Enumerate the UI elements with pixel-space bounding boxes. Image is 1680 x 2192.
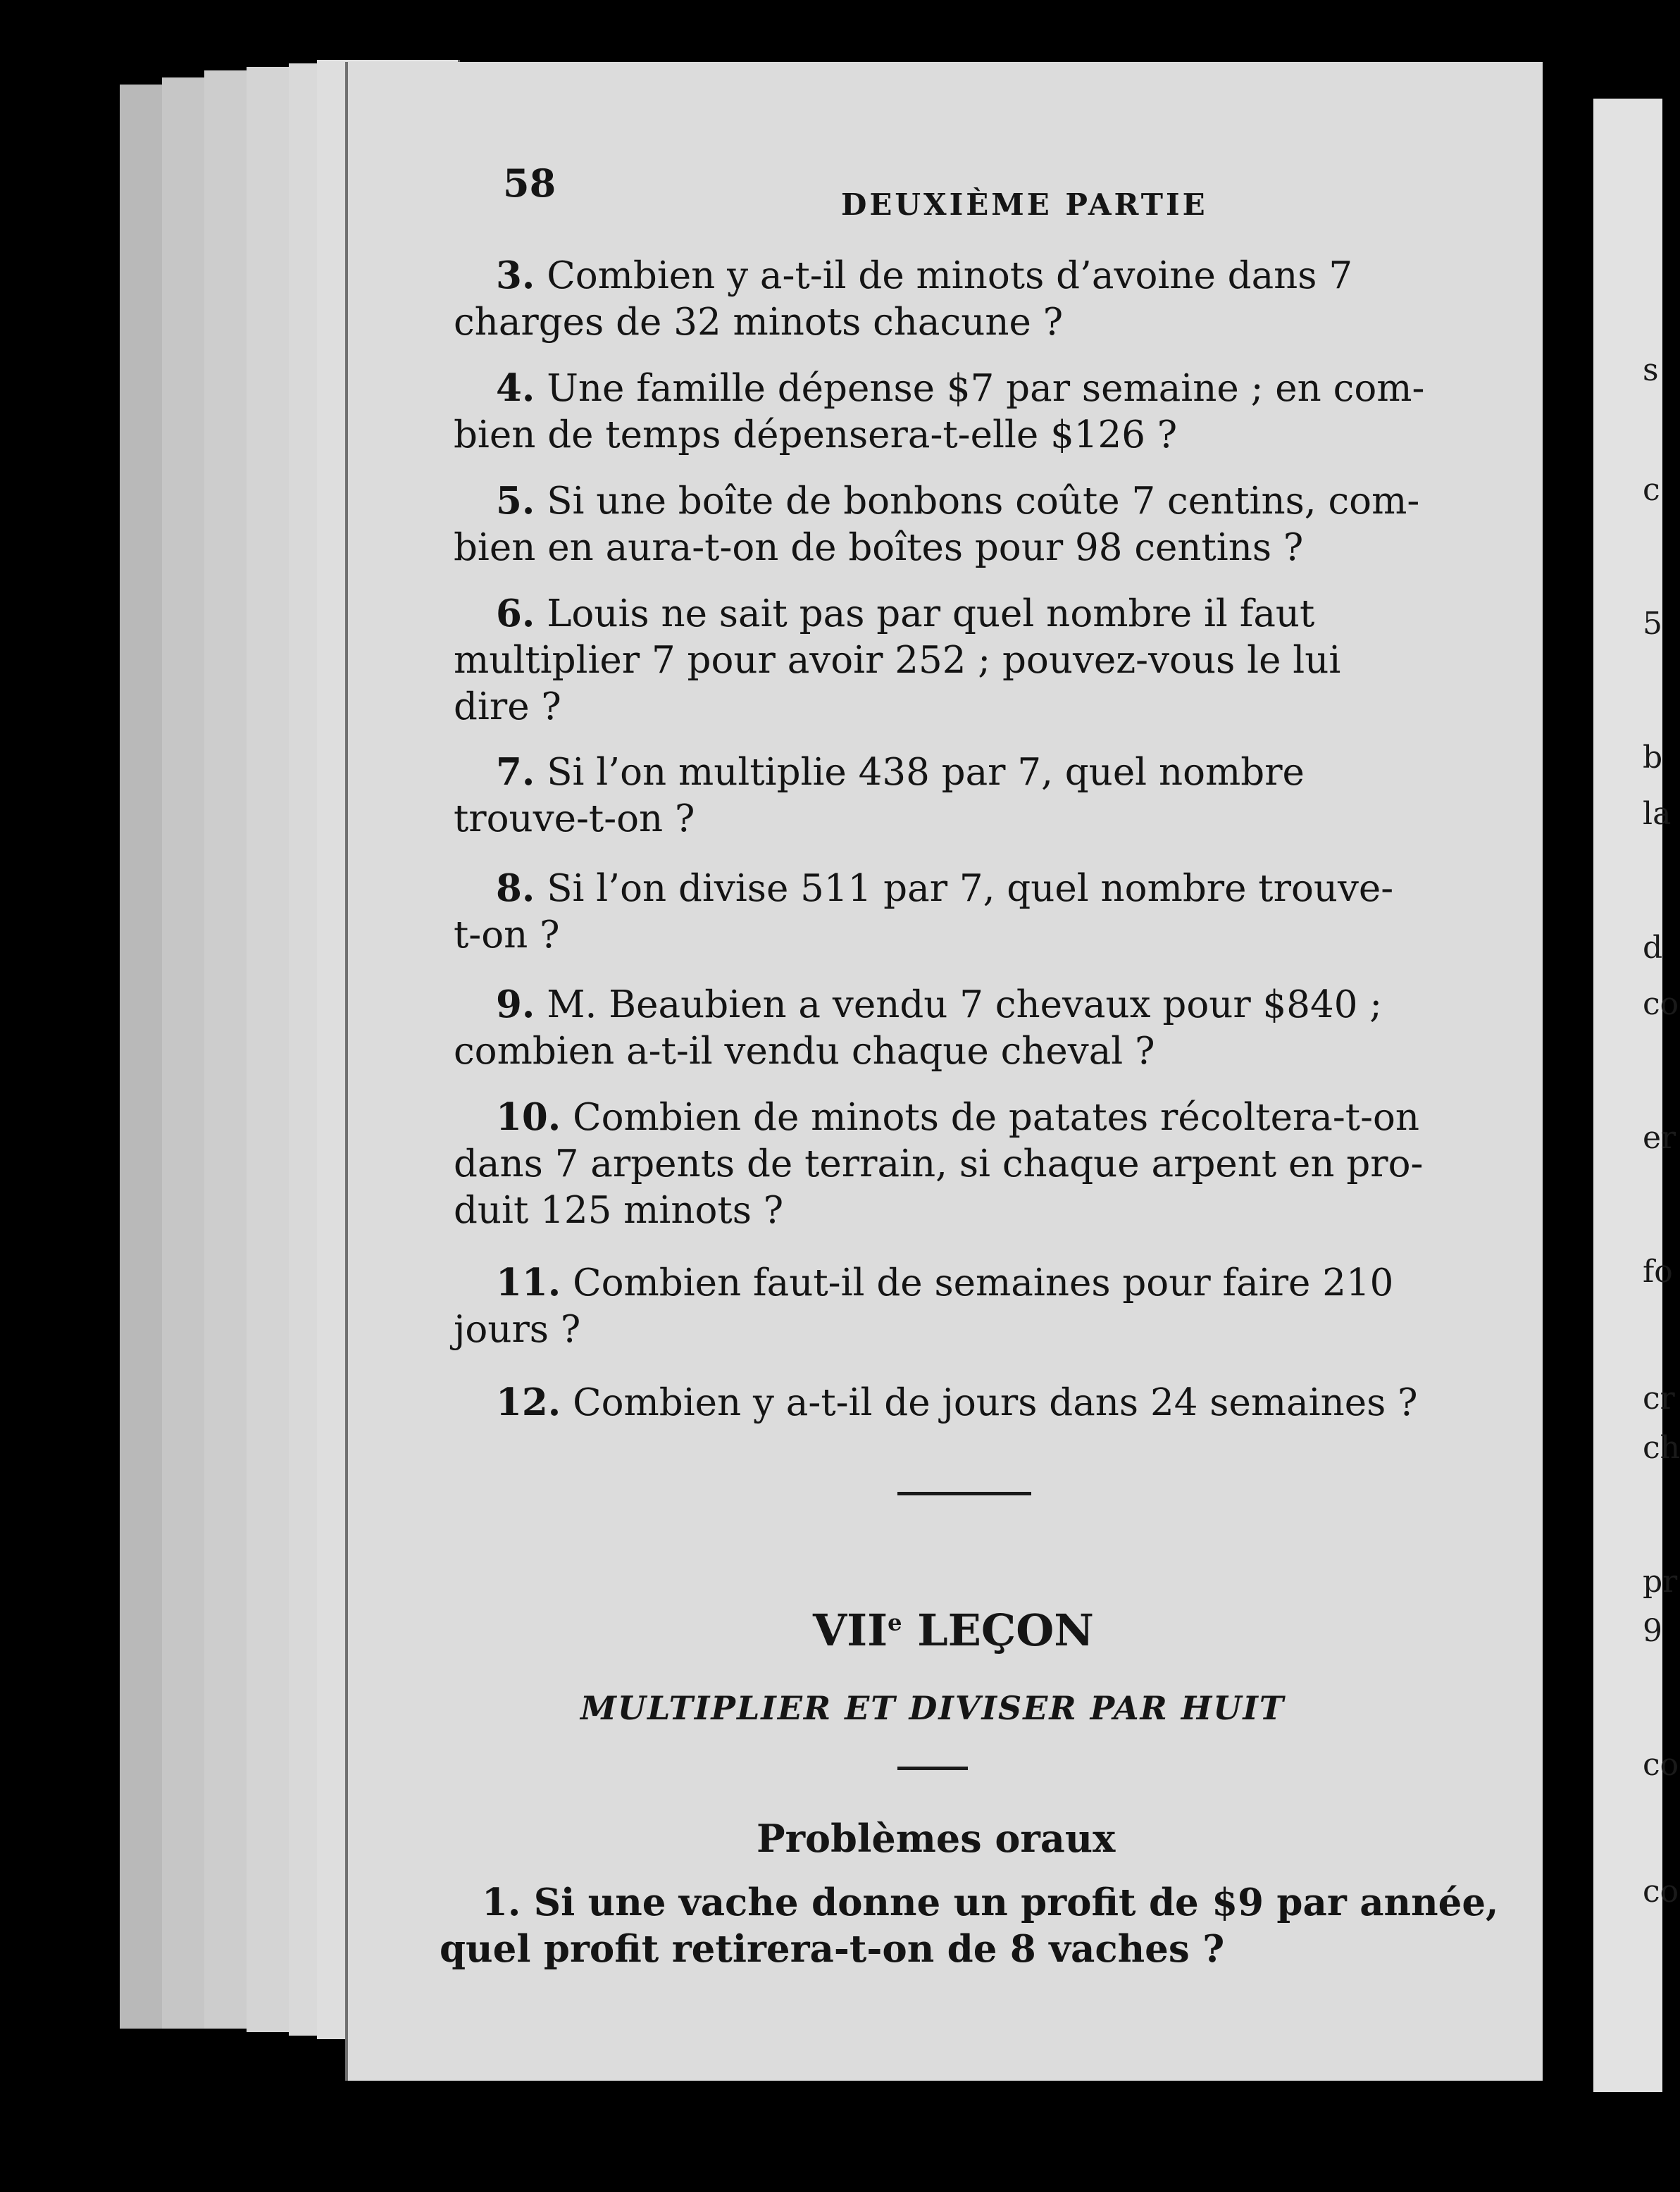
problem-text-line: Si une vache donne un profit de $9 par année,	[533, 1881, 1499, 1924]
problem-text-line: jours ?	[454, 1308, 581, 1351]
problem-item	[454, 981, 1482, 1075]
problem-number: 4.	[496, 366, 535, 410]
problem-text-line: combien a-t-il vendu chaque cheval ?	[454, 1030, 1155, 1073]
lesson-sup: e	[888, 1609, 902, 1636]
problem-number: 1.	[482, 1881, 521, 1924]
problem-item	[454, 1094, 1482, 1234]
problem-item	[454, 1379, 1482, 1426]
problem-text-line: dans 7 arpents de terrain, si chaque arpent en pro-	[454, 1142, 1424, 1185]
running-title: DEUXIÈME PARTIE	[841, 187, 1208, 222]
problem-item	[454, 749, 1482, 842]
facing-fragment: c	[1643, 472, 1660, 508]
problem-text-line: t-on ?	[454, 914, 560, 957]
problem-number: 10.	[496, 1095, 561, 1139]
problem-text-line: Si l’on multiplie 438 par 7, quel nombre	[547, 751, 1305, 794]
facing-fragment: cr	[1643, 1381, 1675, 1416]
facing-fragment: 9	[1643, 1613, 1662, 1649]
problem-item	[454, 365, 1482, 459]
problem-text-line: trouve-t-on ?	[454, 797, 695, 840]
lesson-roman: VII	[813, 1605, 888, 1656]
problem-text-line: Combien y a-t-il de jours dans 24 semaines ?	[573, 1381, 1418, 1424]
problem-number: 3.	[496, 254, 535, 297]
lesson-word: LEÇON	[917, 1605, 1094, 1656]
facing-fragment: 5	[1643, 606, 1662, 642]
section-divider	[897, 1492, 1031, 1495]
problem-item	[454, 252, 1482, 346]
facing-fragment: la	[1643, 796, 1672, 832]
problem-number: 6.	[496, 592, 535, 635]
facing-fragment: b	[1643, 740, 1663, 776]
problem-text-line: quel profit retirera-t-on de 8 vaches ?	[440, 1927, 1225, 1971]
problem-item	[440, 1879, 1499, 1972]
problem-item	[454, 478, 1482, 571]
problem-number: 11.	[496, 1261, 561, 1304]
facing-fragment: pr	[1643, 1564, 1678, 1600]
problem-text-line: charges de 32 minots chacune ?	[454, 301, 1064, 344]
facing-fragment: co	[1643, 1874, 1679, 1910]
facing-fragment: co	[1643, 986, 1679, 1022]
problem-item	[454, 865, 1482, 959]
facing-fragment: s	[1643, 352, 1659, 388]
section-divider	[897, 1767, 968, 1770]
problem-text-line: M. Beaubien a vendu 7 chevaux pour $840 ;	[547, 983, 1383, 1026]
facing-fragment: co	[1643, 1747, 1679, 1783]
problem-text-line: Combien de minots de patates récoltera-t-on	[573, 1096, 1420, 1139]
book-page	[345, 62, 1543, 2081]
problem-text-line: Si l’on divise 511 par 7, quel nombre trouve-	[547, 867, 1394, 910]
facing-fragment: fo	[1643, 1254, 1673, 1290]
problem-text-line: Si une boîte de bonbons coûte 7 centins, com-	[547, 480, 1420, 523]
problem-number: 7.	[496, 750, 535, 794]
problem-number: 5.	[496, 479, 535, 523]
problem-text-line: Combien faut-il de semaines pour faire 210	[573, 1262, 1394, 1304]
lesson-title	[813, 1605, 1094, 1656]
facing-fragment: ch	[1643, 1430, 1680, 1466]
problem-number: 8.	[496, 866, 535, 910]
problem-text-line: bien en aura-t-on de boîtes pour 98 centins ?	[454, 526, 1304, 569]
problem-text-line: bien de temps dépensera-t-elle $126 ?	[454, 413, 1178, 456]
problem-item	[454, 1259, 1482, 1353]
problem-text-line: Une famille dépense $7 par semaine ; en com-	[547, 367, 1425, 410]
problem-text-line: Louis ne sait pas par quel nombre il faut	[547, 592, 1315, 635]
lesson-subtitle: MULTIPLIER ET DIVISER PAR HUIT	[580, 1689, 1286, 1727]
facing-fragment: er	[1643, 1120, 1676, 1156]
problem-number: 12.	[496, 1381, 561, 1424]
section-heading: Problèmes oraux	[757, 1816, 1116, 1861]
problem-item	[454, 590, 1482, 730]
problem-text-line: duit 125 minots ?	[454, 1189, 784, 1232]
page-number: 58	[503, 161, 556, 206]
problem-text-line: multiplier 7 pour avoir 252 ; pouvez-vous le lui	[454, 639, 1341, 682]
facing-page	[1593, 99, 1680, 2092]
facing-fragment: d	[1643, 930, 1663, 966]
problem-number: 9.	[496, 983, 535, 1026]
problem-text-line: Combien y a-t-il de minots d’avoine dans 7	[547, 254, 1353, 297]
problem-text-line: dire ?	[454, 685, 561, 728]
